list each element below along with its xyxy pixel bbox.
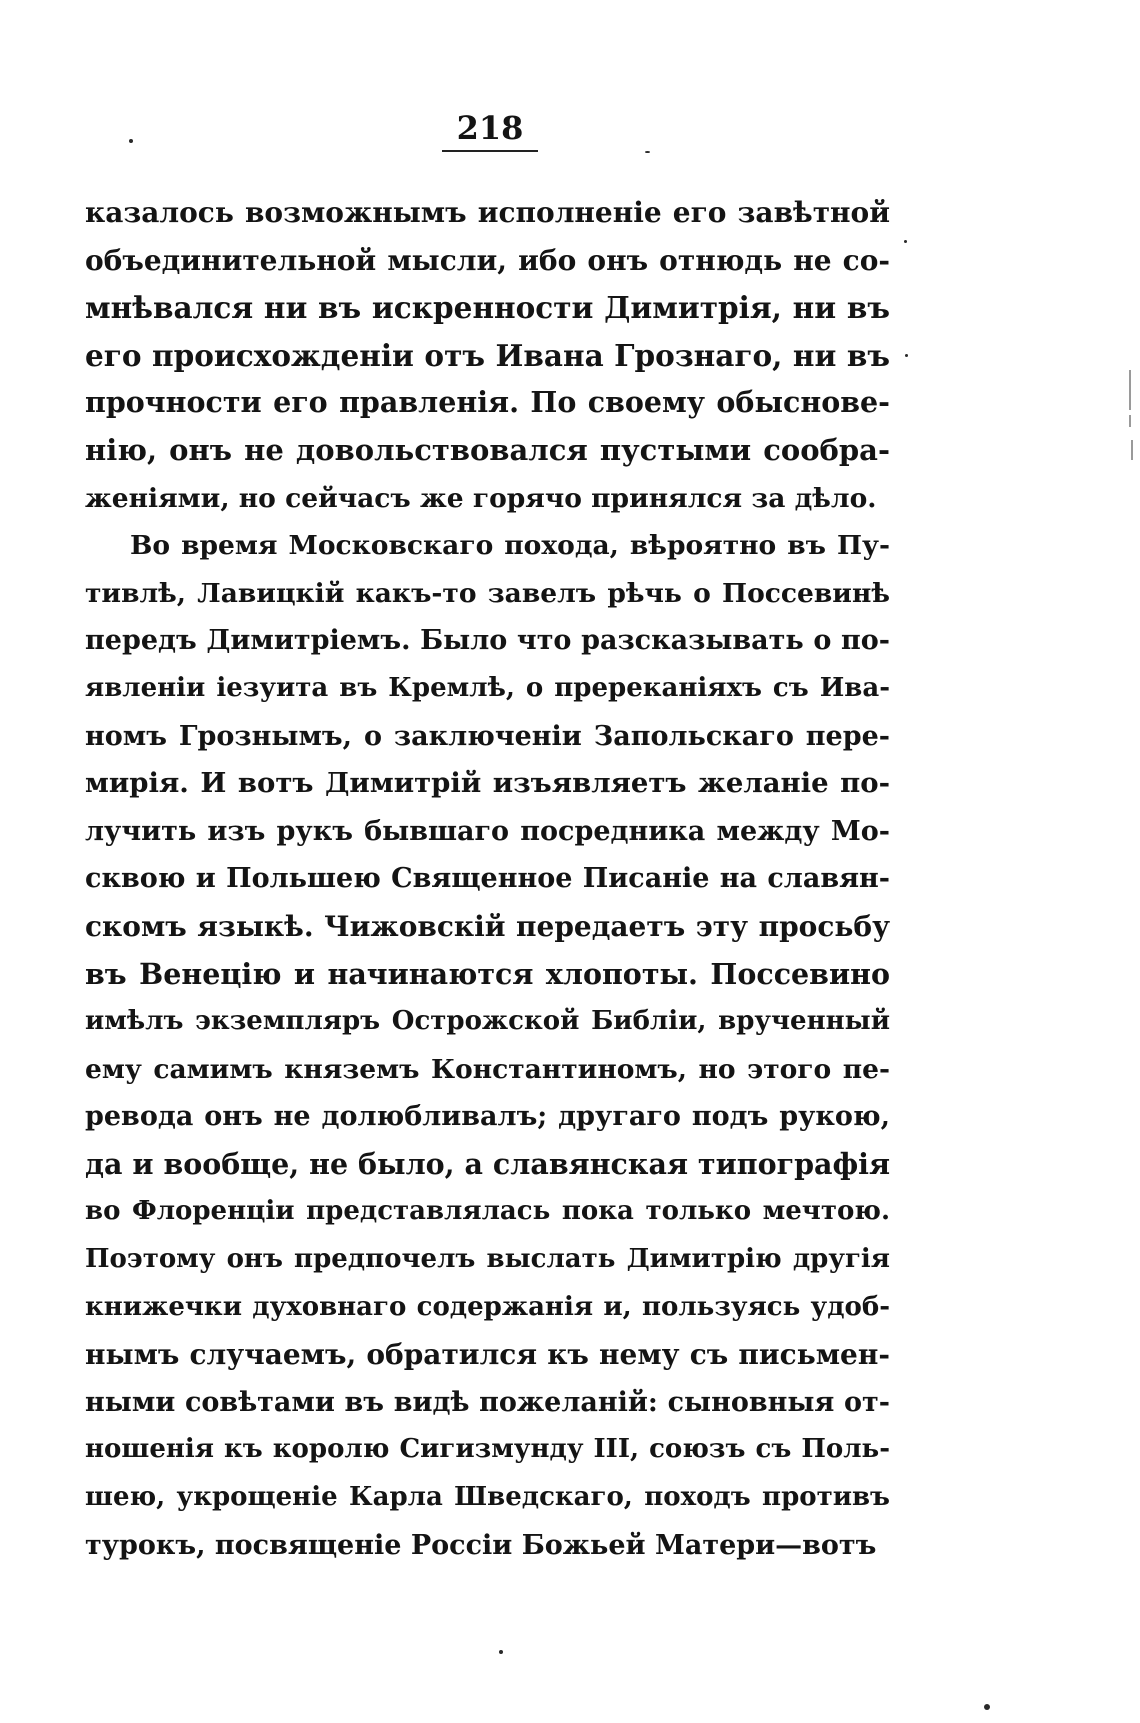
scan-speck [645,151,650,153]
text-line: шею, укрощеніе Карла Шведскаго, походъ противъ [85,1482,890,1513]
text-line: Поэтому онъ предпочелъ выслать Димитрію другія [85,1244,890,1275]
text-line: женіями, но сейчасъ же горячо принялся за дѣло. [85,482,877,514]
paragraph [85,189,890,522]
text-line: ными совѣтами въ видѣ пожеланій: сыновныя от- [85,1386,890,1418]
text-line: тивлѣ, Лавицкій какъ-то завелъ рѣчь о Поссевинѣ [85,577,890,609]
scan-speck [984,1704,990,1710]
text-line: сквою и Польшею Священное Писаніе на славян- [85,863,890,895]
scan-speck [904,240,907,243]
text-line: имѣлъ экземпляръ Острожской Библіи, врученный [85,1006,890,1037]
page-number: 218 [456,109,524,147]
text-line: мирія. И вотъ Димитрій изъявляетъ желаніе по- [85,767,890,800]
text-line: въ Венецію и начинаются хлопоты. Поссевино [85,956,890,991]
text-line: явленіи іезуита въ Кремлѣ, о пререканіяхъ съ Ива- [85,672,890,703]
paragraph [85,522,890,1569]
text-line: лучить изъ рукъ бывшаго посредника между Мо- [85,815,890,847]
text-line: ношенія къ королю Сигизмунду III, союзъ съ Поль- [85,1434,890,1465]
text-line: передъ Димитріемъ. Было что разсказывать о по- [85,625,890,657]
text-line: мнѣвался ни въ искренности Димитрія, ни въ [85,290,890,326]
text-line: скомъ языкѣ. Чижовскій передаетъ эту просьбу [85,909,890,943]
text-line: ревода онъ не долюбливалъ; другаго подъ рукою, [85,1101,890,1133]
text-line: нымъ случаемъ, обратился къ нему съ письмен- [85,1338,890,1372]
scan-speck [499,1650,503,1654]
body-text [85,189,890,1569]
text-line: его происхожденіи отъ Ивана Грознаго, ни въ [85,337,890,373]
text-line: Во время Московскаго похода, вѣроятно въ Пу- [130,530,890,562]
scan-speck [905,354,908,357]
page-number-underline [442,150,538,152]
scan-edge-mark [1129,370,1131,410]
text-line: нію, онъ не довольствовался пустыми сообра- [85,432,890,467]
scan-edge-mark [1129,415,1131,427]
text-line: да и вообще, не было, а славянская типографія [85,1146,891,1181]
text-line: турокъ, посвященіе Россіи Божьей Матери—вотъ [85,1529,877,1561]
text-line: номъ Грознымъ, о заключеніи Запольскаго пере- [85,720,890,752]
scan-edge-mark [1131,440,1133,460]
text-line: казалось возможнымъ исполненіе его завѣтной [85,196,890,229]
text-line: прочности его правленія. По своему обыснове- [85,385,890,420]
text-line: книжечки духовнаго содержанія и, пользуясь удоб- [85,1291,890,1322]
text-line: ему самимъ княземъ Константиномъ, но этого пе- [85,1053,890,1085]
scan-speck [129,139,133,143]
text-line: во Флоренціи представлялась пока только мечтою. [85,1196,890,1227]
text-line: объединительной мысли, ибо онъ отнюдь не со- [85,243,890,277]
